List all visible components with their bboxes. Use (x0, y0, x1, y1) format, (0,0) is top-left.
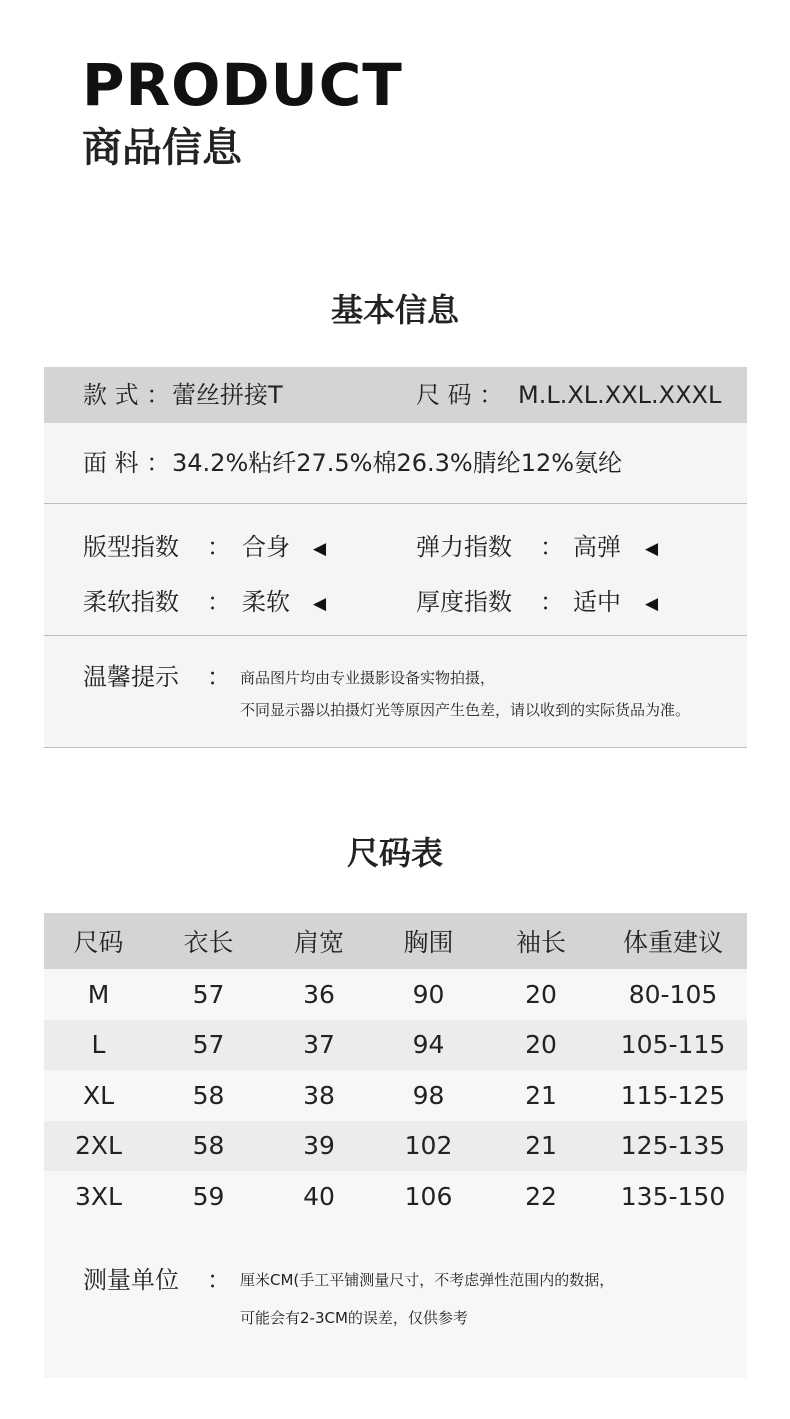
unit-label: 测量单位 (83, 1266, 179, 1294)
unit-line-1: 厘米CM(手工平铺测量尺寸，不考虑弹性范围内的数据， (240, 1271, 615, 1289)
table-cell: 38 (264, 1070, 374, 1121)
product-info-heading: 商品信息 (82, 125, 242, 171)
tip-label: 温馨提示 (83, 663, 179, 691)
elastic-colon: ： (540, 533, 564, 561)
fit-colon: ： (207, 533, 231, 561)
tip-colon: ： (207, 663, 231, 691)
table-cell: 135-150 (599, 1171, 747, 1222)
table-row (44, 1121, 747, 1172)
header-shoulder: 肩宽 (264, 913, 374, 969)
thick-colon: ： (540, 588, 564, 616)
product-heading: PRODUCT (82, 51, 403, 119)
size-value: M.L.XL.XXL.XXXL (518, 381, 722, 409)
table-cell: 125-135 (599, 1121, 747, 1172)
table-cell: 40 (264, 1171, 374, 1222)
table-cell: 37 (264, 1020, 374, 1071)
table-cell: 39 (264, 1121, 374, 1172)
thick-marker-icon: ◀ (645, 594, 659, 614)
size-table (44, 913, 747, 1222)
table-cell: 3XL (44, 1171, 153, 1222)
unit-colon: ： (207, 1266, 231, 1294)
table-cell: 58 (153, 1070, 264, 1121)
table-cell: 98 (374, 1070, 483, 1121)
table-cell: 22 (483, 1171, 599, 1222)
fabric-value: 34.2%粘纤27.5%棉26.3%腈纶12%氨纶 (172, 449, 623, 477)
tip-line-1: 商品图片均由专业摄影设备实物拍摄， (240, 669, 496, 687)
table-cell: 80-105 (599, 969, 747, 1020)
table-cell: 115-125 (599, 1070, 747, 1121)
table-cell: 21 (483, 1121, 599, 1172)
fit-label: 版型指数 (83, 533, 179, 561)
size-label: 尺 码 ： (416, 381, 504, 409)
header-weight: 体重建议 (599, 913, 747, 969)
header-size: 尺码 (44, 913, 153, 969)
style-label: 款 式 ： (83, 381, 171, 409)
table-cell: 94 (374, 1020, 483, 1071)
table-cell: 57 (153, 969, 264, 1020)
tip-line-2: 不同显示器以拍摄灯光等原因产生色差，请以收到的实际货品为准。 (240, 701, 691, 719)
elastic-marker-icon: ◀ (645, 539, 659, 559)
table-cell: M (44, 969, 153, 1020)
elastic-value: 高弹 (573, 533, 621, 561)
size-chart-title: 尺码表 (346, 834, 443, 872)
divider (44, 747, 747, 748)
unit-band (44, 1222, 747, 1378)
table-cell: XL (44, 1070, 153, 1121)
table-cell: 20 (483, 969, 599, 1020)
table-cell: 102 (374, 1121, 483, 1172)
thick-value: 适中 (573, 588, 621, 616)
table-row (44, 1020, 747, 1071)
table-cell: 2XL (44, 1121, 153, 1172)
soft-marker-icon: ◀ (313, 594, 327, 614)
table-header-row (44, 913, 747, 969)
header-sleeve: 袖长 (483, 913, 599, 969)
table-cell: 90 (374, 969, 483, 1020)
header-length: 衣长 (153, 913, 264, 969)
basic-info-title: 基本信息 (330, 291, 459, 329)
table-cell: 105-115 (599, 1020, 747, 1071)
table-cell: 57 (153, 1020, 264, 1071)
thick-label: 厚度指数 (416, 588, 512, 616)
elastic-label: 弹力指数 (416, 533, 512, 561)
table-cell: 21 (483, 1070, 599, 1121)
fit-marker-icon: ◀ (313, 539, 327, 559)
fit-value: 合身 (242, 533, 290, 561)
header-chest: 胸围 (374, 913, 483, 969)
style-value: 蕾丝拼接T (172, 381, 283, 409)
table-cell: 20 (483, 1020, 599, 1071)
table-cell: 106 (374, 1171, 483, 1222)
table-cell: 59 (153, 1171, 264, 1222)
soft-label: 柔软指数 (83, 588, 179, 616)
table-row (44, 1070, 747, 1121)
table-row (44, 969, 747, 1020)
table-row (44, 1171, 747, 1222)
fabric-label: 面 料 ： (83, 449, 171, 477)
table-cell: L (44, 1020, 153, 1071)
table-cell: 58 (153, 1121, 264, 1172)
unit-line-2: 可能会有2-3CM的误差，仅供参考 (240, 1309, 468, 1327)
soft-colon: ： (207, 588, 231, 616)
soft-value: 柔软 (242, 588, 290, 616)
table-cell: 36 (264, 969, 374, 1020)
